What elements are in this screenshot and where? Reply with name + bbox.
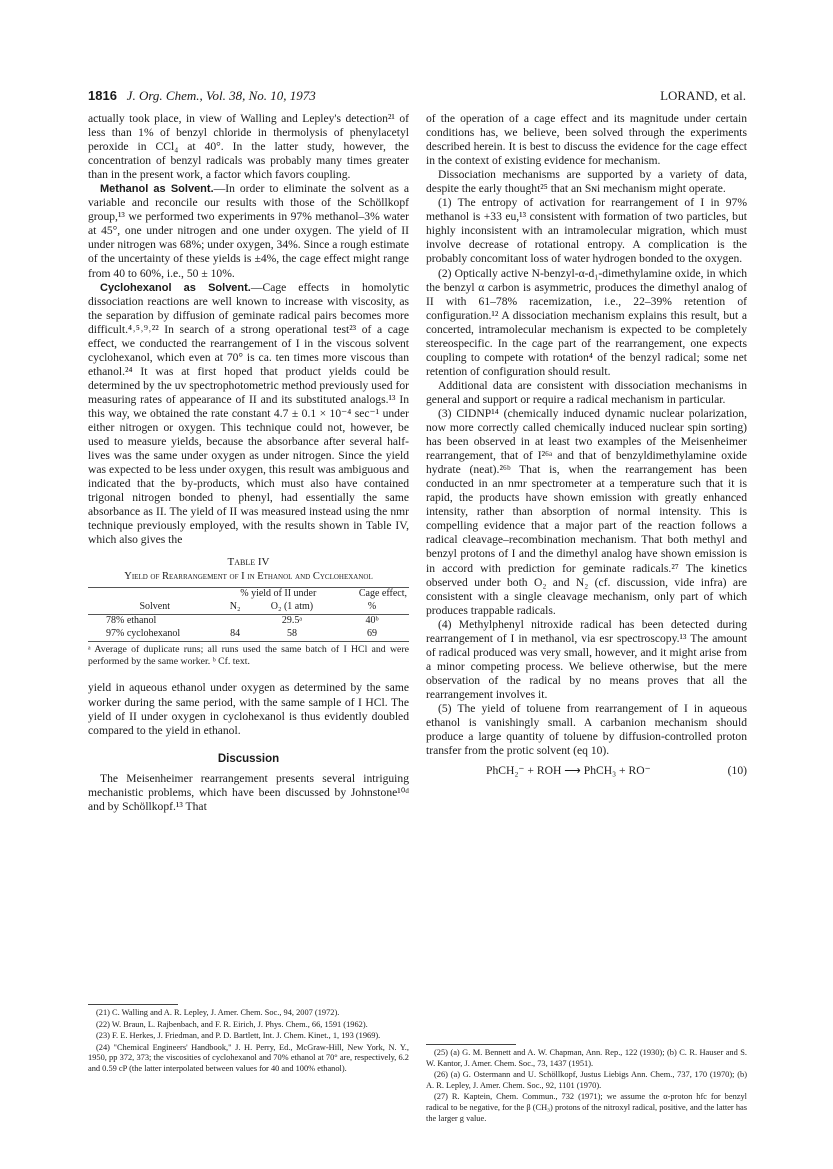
paragraph-cyclohexanol	[88, 281, 409, 548]
paragraph: actually took place, in view of Walling and Lepley's detection²¹ of less than 1% of benzyl chloride in thermolysis of phenylacetyl peroxide in CCl₄ at 40°. In the latter study, however, the concentration of benzyl radicals was probably many times greater than in the present work, a factor which favors coupling.	[88, 112, 409, 182]
table-footnote: ᵃ Average of duplicate runs; all runs used the same batch of I HCl and were performed by the same worker. ᵇ Cf. text.	[88, 644, 409, 667]
col-pct: %	[367, 600, 377, 612]
section-heading-discussion: Discussion	[217, 752, 280, 765]
journal-citation: J. Org. Chem., Vol. 38, No. 10, 1973	[126, 88, 316, 103]
paragraph-text: —In order to eliminate the solvent as a variable and reconcile our results with those of the Schöllkopf group,¹³ we performed two experiments in 97% methanol–3% water at 45°, one under nitrogen and one under oxygen. The yield of II under nitrogen was 68%; under oxygen, 34%. Since a rough estimate of the uncertainty of these yields is ±4%, the cage effect might range from 40 to 60%, i.e., 50 ± 10%.	[88, 182, 409, 280]
page-number: 1816	[88, 88, 117, 103]
left-references	[88, 1004, 409, 1076]
run-in-heading: Cyclohexanol as Solvent.	[100, 281, 251, 294]
right-column	[426, 112, 747, 780]
col-header-cage: Cage effect,	[358, 588, 407, 600]
equation-number: (10)	[727, 764, 747, 778]
running-header	[88, 88, 746, 106]
reference-22: (22) W. Braun, L. Rajbenbach, and F. R. Eirich, J. Phys. Chem., 66, 1591 (1962).	[96, 1019, 368, 1029]
cell-o2: 29.5ᵃ	[281, 615, 303, 627]
footnote-rule	[88, 1004, 178, 1005]
paragraph: (4) Methylphenyl nitroxide radical has been detected during rearrangement of I in methanol, via esr spectroscopy.¹³ The amount of radical produced was very small, however, and it might arise from a minor competing process. We believe otherwise, but the mere observation of the radical by no means proves that all the rearrangement involves it.	[426, 617, 747, 701]
col-header-yield: % yield of II under	[240, 588, 317, 600]
reference-25: (25) (a) G. M. Bennett and A. W. Chapman, Ann. Rep., 122 (1930); (b) C. R. Hauser and S. W. Kantor, J. Amer. Chem. Soc., 73, 1437 (1951).	[426, 1048, 747, 1068]
reference-26: (26) (a) G. Ostermann and U. Schöllkopf, Justus Liebigs Ann. Chem., 737, 170 (1970); (b) A. R. Lepley, J. Amer. Chem. Soc., 92, 1101 (1970).	[426, 1070, 747, 1090]
paragraph: (2) Optically active N-benzyl-α-d₁-dimethylamine oxide, in which the benzyl α carbon is asymmetric, produces the dimethyl analog of II with 61–78% racemization, i.e., 22–39% retention of configuration.¹² A dissociation mechanism explains this result, but a concerted, intramolecular mechanism is expected to be completely stereospecific. In the cage part of the rearrangement, one expects coupling to compete with rotation⁴ of the benzyl radical; some net retention of configuration should result.	[426, 266, 747, 378]
footnote-rule	[426, 1044, 516, 1045]
yield-table	[88, 586, 409, 642]
cell-cage: 69	[367, 627, 378, 639]
table-row	[88, 628, 409, 641]
col-solvent: Solvent	[139, 600, 171, 612]
reference-27: (27) R. Kaptein, Chem. Commun., 732 (1971); we assume the α-proton hfc for benzyl radical to be negative, for the β (CH₃) protons of the nitroxyl radical, positive, and the latter has the larger g value.	[426, 1092, 747, 1123]
right-references	[426, 1044, 747, 1125]
cell-n2: 84	[230, 627, 241, 639]
paragraph: (5) The yield of toluene from rearrangement of I in aqueous ethanol is vanishingly small. A carbanion mechanism should produce a large quantity of toluene by diffusion-controlled proton transfer from the protic solvent (eq 10).	[426, 701, 747, 758]
paragraph: (3) CIDNP¹⁴ (chemically induced dynamic nuclear polarization, now more correctly called chemically induced nuclear spin sorting) has been observed in at least two examples of the Meisenheimer rearrangement, that of I²⁶ᵃ and that of benzyldimethylamine oxide hydrate (neat).²⁶ᵇ That is, when the rearrangement has been conducted in an nmr spectrometer at a temperature such that it is rapid, the products have shown emission with greatly enhanced intensity, rather than absorption of normal intensity. This is compelling evidence that a major part of the reaction follows a radical cleavage–recombination mechanism. That both methyl and benzyl protons of I and the dimethyl analog have shown emission is in accord with prediction for geminate radicals.²⁷ The kinetics observed under both O₂ and N₂ (cf. discussion, vide infra) are consistent with a single cleavage mechanism, only part of which produces trappable radicals.	[426, 406, 747, 617]
paragraph-methanol	[88, 182, 409, 280]
equation-10	[426, 764, 747, 778]
cell-n2	[222, 615, 249, 628]
table-row	[88, 615, 409, 628]
col-n2: N₂	[229, 600, 241, 612]
paragraph: (1) The entropy of activation for rearrangement of I in 97% methanol is +33 eu,¹³ consistent with formation of two particles, but highly inconsistent with an intramolecular migration, which must involve decrease of rotational entropy. A complication is the probably concomitant loss of water hydrogen bonded to the oxygen.	[426, 196, 747, 266]
paragraph: Additional data are consistent with dissociation mechanisms in general and support or require a radical mechanism in particular.	[426, 378, 747, 406]
equation-body: PhCH₂⁻ + ROH ⟶ PhCH₃ + RO⁻	[486, 764, 651, 778]
paragraph: Dissociation mechanisms are supported by a variety of data, despite the early thought²⁵ that an Sɴi mechanism might operate.	[426, 168, 747, 196]
header-left	[88, 88, 316, 104]
cell-cage: 40ᵇ	[365, 615, 379, 627]
author-header: LORAND, et al.	[660, 88, 746, 103]
reference-24: (24) "Chemical Engineers' Handbook," J. H. Perry, Ed., McGraw-Hill, New York, N. Y., 1950, pp 372, 373; the viscosities of cyclohexanol and 70% ethanol at 70° are, respectively, 6.2 and 0.59 cP (the latter interpolated between values for 40 and 100% ethanol).	[88, 1042, 409, 1073]
paragraph: The Meisenheimer rearrangement presents several intriguing mechanistic problems, which have been discussed by Johnstone¹⁰ᵈ and by Schöllkopf.¹³ That	[88, 771, 409, 813]
cell-solvent: 78% ethanol	[106, 615, 157, 627]
cell-o2: 58	[286, 627, 297, 639]
reference-23: (23) F. E. Herkes, J. Friedman, and P. D. Bartlett, Int. J. Chem. Kinet., 1, 193 (1969).	[96, 1031, 381, 1041]
table-iv	[88, 556, 409, 667]
paragraph: yield in aqueous ethanol under oxygen as determined by the same worker during the same period, with the same sample of I HCl. The yield of II under oxygen in cyclohexanol is thus evidently doubled compared to the yield in ethanol.	[88, 681, 409, 737]
paragraph: of the operation of a cage effect and its magnitude under certain conditions has, we believe, been solved through the experiments described herein. It is best to discuss the evidence for the cage effect in the context of existing evidence for mechanism.	[426, 112, 747, 168]
paragraph-text: —Cage effects in homolytic dissociation reactions are well known to increase with viscosity, as the separation by diffusion of geminate radical pairs becomes more difficult.⁴˒⁵˒⁹˒²² In search of a strong operational test²³ of a cage effect, we conducted the rearrangement of I in the viscous solvent cyclohexanol, which even at 70° is ca. ten times more viscous than ethanol.²⁴ It was at first hoped that product yields could be determined by the uv spectrophotometric method previously used for measuring rates of appearance of II and its substituted analogs.¹³ In this way, we obtained the rate constant 4.7 ± 0.1 × 10⁻⁴ sec⁻¹ under either nitrogen or oxygen. This technique could not, however, be used to measure yields, because the absorbance after several half-lives was the same under oxygen as under nitrogen. Since the yield was expected to be less under oxygen, this result was ambiguous and indicated that the by-products, which must also have contained trigonal nitrogen bonded to phenyl, had essentially the same absorbance as II. The yield of II was measured instead using the nmr technique previously employed, with the results shown in Table IV, which also gives the	[88, 280, 410, 547]
table-caption: Yield of Rearrangement of I in Ethanol and Cyclohexanol	[124, 570, 373, 582]
col-o2: O₂ (1 atm)	[270, 600, 314, 612]
table-title: Table IV	[227, 556, 270, 569]
run-in-heading: Methanol as Solvent.	[100, 183, 214, 196]
cell-solvent: 97% cyclohexanol	[106, 627, 181, 639]
left-column	[88, 112, 409, 814]
reference-21: (21) C. Walling and A. R. Lepley, J. Amer. Chem. Soc., 94, 2007 (1972).	[96, 1008, 340, 1017]
